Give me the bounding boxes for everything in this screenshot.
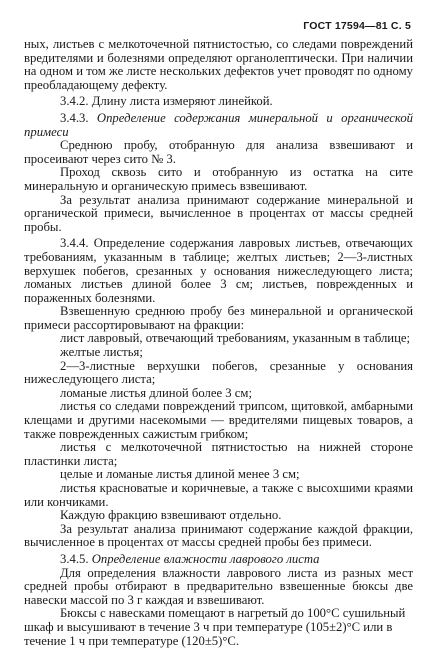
paragraph-p0: ных, листьев с мелкоточечной пятнистостью, со следами повреждений вредителями и болезнями определяют органолептически. При наличии на одном и том же листе нескольких дефектов учет проводят по одному преобладающему дефекту.: [24, 37, 413, 92]
paragraph-p1: [24, 95, 413, 109]
paragraph-p15: листья красноватые и коричневые, а также с высохшими краями или кончиками.: [24, 481, 413, 509]
paragraph-p17: За результат анализа принимают содержание каждой фракции, вычисленное в процентах от массы средней пробы без примеси.: [24, 521, 413, 550]
paragraph-p11: ломаные листья длиной более 3 см;: [60, 385, 252, 400]
page-header: ГОСТ 17594—81 С. 5: [303, 20, 411, 32]
paragraph-p16: Каждую фракцию взвешивают отдельно.: [60, 508, 282, 523]
section-number: 3.4.3.: [60, 110, 89, 125]
paragraph-p12: листья со следами повреждений трипсом, щитовкой, амбарными клещами и другими насекомыми — вредителями пищевых товаров, а также поврежденных сажистым грибком;: [24, 399, 413, 441]
section-title: Определение влажности лаврового листа: [91, 551, 320, 566]
paragraph-p13: листья с мелкоточечной пятнистостью на нижней стороне пластинки листа;: [24, 440, 413, 468]
section-title: Определение содержания минеральной и органической примеси: [24, 110, 414, 139]
section-title: Длину листа измеряют линейкой.: [91, 94, 273, 109]
paragraph-p10: 2—3-листные верхушки побегов, срезанные у основания нижеследующего листа;: [24, 358, 413, 387]
document-body: [24, 38, 413, 648]
paragraph-p8: лист лавровый, отвечающий требованиям, указанным в таблице;: [60, 331, 411, 346]
paragraph-p3: Среднюю пробу, отобранную для анализа взвешивают и просеивают через сито № 3.: [24, 138, 413, 166]
section-number: 3.4.4.: [60, 236, 89, 251]
paragraph-p5: За результат анализа принимают содержание минеральной и органической примеси, вычисленное в процентах от массы средней пробы.: [24, 192, 413, 234]
paragraph-p19: Для определения влажности лаврового листа из разных мест средней пробы отбирают в предварительно взвешенные бюксы две навески массой по 3 г каждая и взвешивают.: [24, 565, 413, 607]
paragraph-p20: Бюксы с навесками помещают в нагретый до 100°С сушильный шкаф и высушивают в течение 3 ч при температуре (105±2)°С или в течение 1 ч при температуре (120±5)°С.: [24, 606, 406, 648]
paragraph-p6: [24, 237, 413, 305]
paragraph-p14: целые и ломаные листья длиной менее 3 см;: [60, 467, 300, 482]
paragraph-p18: [24, 553, 413, 567]
paragraph-p7: Взвешенную среднюю пробу без минеральной и органической примеси рассортировывают на фракции:: [24, 304, 413, 332]
section-number: 3.4.5.: [60, 551, 89, 566]
section-number: 3.4.2.: [60, 94, 89, 109]
paragraph-p9: желтые листья;: [60, 345, 143, 360]
paragraph-p4: Проход сквозь сито и отобранную из остатка на сите минеральную и органическую примесь взвешивают.: [24, 165, 413, 193]
paragraph-p2: [24, 112, 413, 139]
section-title: Определение содержания лавровых листьев, отвечающих требованиям, указанным в таблице; желтых листьев; 2—3-листных верхушек побегов, срезанных у основания нижеследующего листа; ломаных листьев длиной более 3 см; листьев, поврежденных и пораженных болезнями.: [24, 236, 413, 305]
